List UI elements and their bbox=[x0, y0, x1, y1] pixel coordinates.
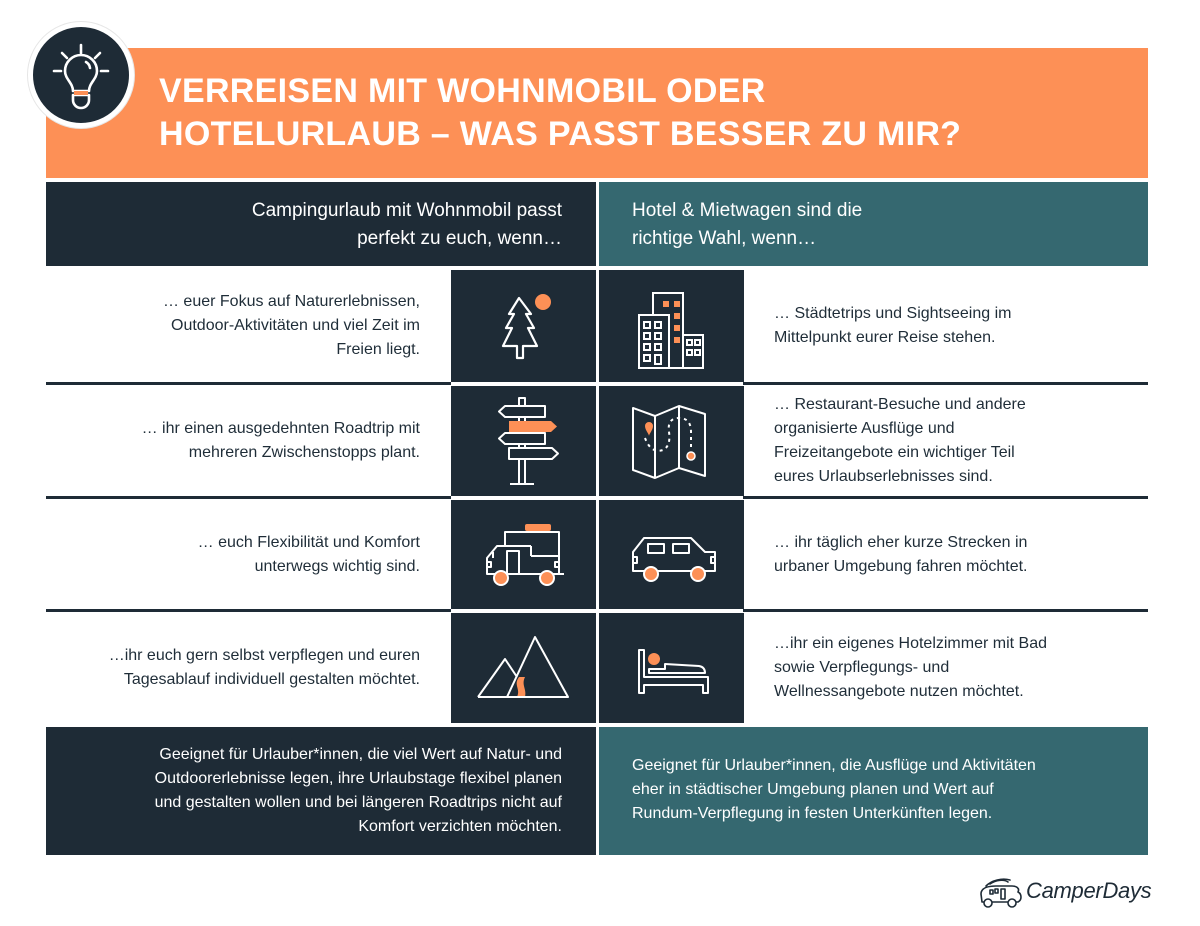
signpost-icon bbox=[451, 386, 596, 496]
row-divider bbox=[743, 496, 1148, 499]
page-title-line2: HOTELURLAUB – WAS PASST BESSER ZU MIR? bbox=[159, 115, 962, 153]
car-icon bbox=[599, 500, 744, 609]
hotel-reason-1: … Städtetrips und Sightseeing im Mittelpunkt eurer Reise stehen. bbox=[774, 305, 1012, 346]
hotel-reason-4: …ihr ein eigenes Hotelzimmer mit Bad sowie Verpflegungs- und Wellnessangebote nutzen möchtet. bbox=[774, 634, 1047, 700]
icon-cell bbox=[599, 613, 744, 723]
camper-logo-icon bbox=[978, 874, 1024, 910]
camper-summary: Geeignet für Urlauber*innen, die viel Wert auf Natur- und Outdoorerlebnisse legen, ihre Urlaubstage flexibel planen und gestalten wollen und bei längeren Roadtrips nicht auf Komfort verzichten möchten. bbox=[46, 727, 596, 855]
lightbulb-icon bbox=[33, 27, 129, 123]
city-buildings-icon bbox=[599, 270, 744, 382]
icon-cell bbox=[451, 613, 596, 723]
camper-reason-4: …ihr euch gern selbst verpflegen und euren Tagesablauf individuell gestalten möchtet. bbox=[108, 646, 420, 688]
camper-reason-2: … ihr einen ausgedehnten Roadtrip mit mehreren Zwischenstopps plant. bbox=[141, 420, 420, 461]
camper-van-icon bbox=[451, 500, 596, 609]
page-title bbox=[159, 70, 1119, 156]
icon-cell bbox=[451, 270, 596, 382]
hotel-column-header bbox=[599, 182, 1148, 266]
camper-heading-line2: perfekt zu euch, wenn… bbox=[357, 228, 562, 249]
pine-tree-sun-icon bbox=[451, 270, 596, 382]
hotel-heading-line2: richtige Wahl, wenn… bbox=[632, 228, 817, 249]
row-divider bbox=[743, 382, 1148, 385]
icon-cell bbox=[599, 270, 744, 382]
hotel-heading-line1: Hotel & Mietwagen sind die bbox=[632, 200, 863, 221]
hotel-bed-icon bbox=[599, 613, 744, 723]
camper-column-header bbox=[46, 182, 596, 266]
row-divider bbox=[743, 609, 1148, 612]
hotel-reason-3: … ihr täglich eher kurze Strecken in urbaner Umgebung fahren möchtet. bbox=[774, 533, 1028, 575]
icon-cell bbox=[451, 386, 596, 496]
camper-reason-1: … euer Fokus auf Naturerlebnissen, Outdoor-Aktivitäten und viel Zeit im Freien liegt. bbox=[162, 293, 420, 358]
row-divider bbox=[46, 496, 451, 499]
lightbulb-badge bbox=[28, 22, 134, 128]
row-divider bbox=[46, 382, 451, 385]
mountains-road-icon bbox=[451, 613, 596, 723]
camper-reason-3: … euch Flexibilität und Komfort unterwegs wichtig sind. bbox=[197, 533, 420, 575]
row-divider bbox=[46, 609, 451, 612]
icon-cell bbox=[599, 386, 744, 496]
camperdays-logo bbox=[978, 874, 1152, 910]
page-title-line1: VERREISEN MIT WOHNMOBIL ODER bbox=[159, 72, 766, 110]
icon-cell bbox=[599, 500, 744, 609]
hotel-reason-2: … Restaurant-Besuche und andere organisierte Ausflüge und Freizeitangebote ein wichtiger Teil eures Urlaubserlebnisses sind. bbox=[774, 396, 1026, 485]
brand-name: CamperDays bbox=[1026, 878, 1152, 903]
hotel-summary: Geeignet für Urlauber*innen, die Ausflüge und Aktivitäten eher in städtischer Umgebung planen und Wert auf Rundum-Verpflegung in festen Unterkünften legen. bbox=[599, 727, 1148, 855]
camper-heading-line1: Campingurlaub mit Wohnmobil passt bbox=[251, 200, 562, 221]
folded-map-route-icon bbox=[599, 386, 744, 496]
icon-cell bbox=[451, 500, 596, 609]
